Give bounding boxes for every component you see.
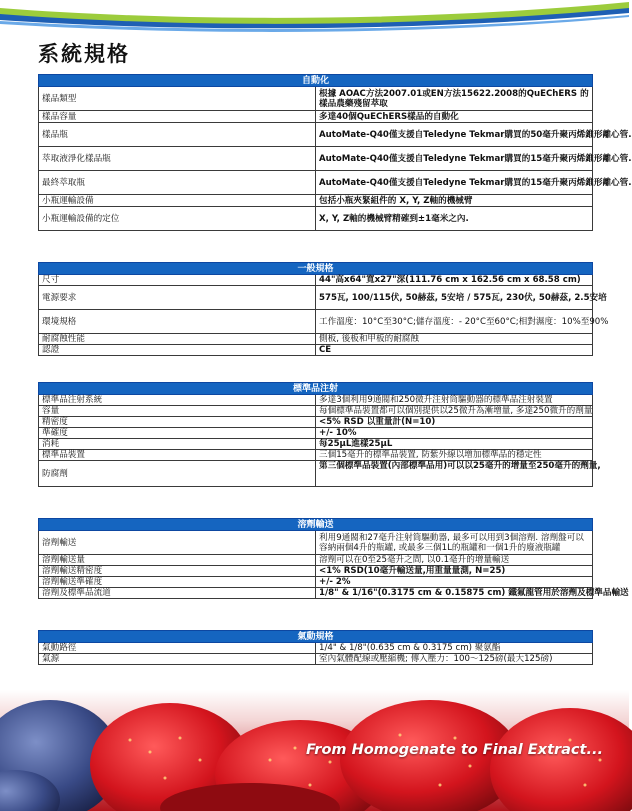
row-value: 多達40個QuEChERS樣品的自動化 (316, 111, 593, 123)
row-value: 1/4" & 1/8"(0.635 cm & 0.3175 cm) 聚氨酯 (316, 643, 593, 654)
row-value: <1% RSD(10毫升輸送量,用重量量測, N=25) (316, 566, 593, 577)
section-header: 一般規格 (39, 263, 593, 275)
row-value: AutoMate-Q40僅支援自Teledyne Tekmar購買的50毫升聚丙烯錐形離心管. (316, 123, 593, 147)
row-value: AutoMate-Q40僅支援自Teledyne Tekmar購買的15毫升聚丙烯錐形離心管. (316, 147, 593, 171)
table-row (39, 417, 593, 428)
table-row (39, 566, 593, 577)
row-label: 認證 (39, 345, 316, 356)
solvent-delivery-table (38, 518, 629, 599)
row-label: 氣動路徑 (39, 643, 316, 654)
page-title: 系統規格 (38, 42, 130, 66)
table-row (39, 588, 593, 599)
row-label: 防腐劑 (39, 461, 316, 487)
row-value: 根據 AOAC方法2007.01或EN方法15622.2008的QuEChERS 的樣品農藥殘留萃取 (316, 87, 593, 111)
pneumatics-table (38, 630, 593, 665)
row-label: 小瓶運輸設備的定位 (39, 207, 316, 231)
table-row (39, 195, 593, 207)
row-label: 樣品瓶 (39, 123, 316, 147)
table-row (39, 461, 593, 487)
row-label: 溶劑及標準品流道 (39, 588, 316, 599)
row-label: 溶劑輸送 (39, 531, 316, 555)
row-value: 每25μL進樣25μL (316, 439, 593, 450)
row-value: 44"高x64"寬x27"深(111.76 cm x 162.56 cm x 68.58 cm) (316, 275, 593, 286)
row-label: 環境規格 (39, 310, 316, 334)
table-row (39, 87, 593, 111)
table-row (39, 450, 593, 461)
row-value: 室內氣體配線或壓縮機; 傳入壓力：100～125磅(最大125磅) (316, 654, 593, 665)
table-row (39, 395, 593, 406)
table-row (39, 147, 593, 171)
standard-injection-table (38, 382, 601, 487)
row-label: 精密度 (39, 417, 316, 428)
section-header: 自動化 (39, 75, 593, 87)
row-value: <5% RSD 以重量計(N=10) (316, 417, 593, 428)
row-value: +/- 10% (316, 428, 593, 439)
row-label: 容量 (39, 406, 316, 417)
row-label: 標準品注射系統 (39, 395, 316, 406)
section-header: 氣動規格 (39, 631, 593, 643)
row-label: 樣品類型 (39, 87, 316, 111)
row-value: AutoMate-Q40僅支援自Teledyne Tekmar購買的15毫升聚丙烯錐形離心管. (316, 171, 593, 195)
row-label: 最終萃取瓶 (39, 171, 316, 195)
row-value: 第三個標準品裝置(內部標準品用)可以以25毫升的增量至250毫升的劑量, (316, 461, 593, 487)
table-row (39, 577, 593, 588)
table-row (39, 345, 593, 356)
row-label: 消耗 (39, 439, 316, 450)
table-row (39, 123, 593, 147)
table-row (39, 207, 593, 231)
row-label: 溶劑輸送量 (39, 555, 316, 566)
row-value: 工作溫度：10°C至30°C;儲存溫度：- 20°C至60°C;相對濕度：10%至90% (316, 310, 593, 334)
row-value: X, Y, Z軸的機械臂精確到±1毫米之內. (316, 207, 593, 231)
table-row (39, 111, 593, 123)
row-label: 耐腐蝕性能 (39, 334, 316, 345)
row-value: 溶劑可以在0至25毫升之間, 以0.1毫升的增量輸送 (316, 555, 593, 566)
row-label: 尺寸 (39, 275, 316, 286)
row-label: 樣品容量 (39, 111, 316, 123)
row-label: 溶劑輸送精密度 (39, 566, 316, 577)
row-value: 575瓦, 100/115伏, 50赫茲, 5安培 / 575瓦, 230伏, 50赫茲, 2.5安培 (316, 286, 593, 310)
row-label: 小瓶運輸設備 (39, 195, 316, 207)
table-row (39, 428, 593, 439)
row-label: 氣源 (39, 654, 316, 665)
footer-tagline: From Homogenate to Final Extract... (305, 742, 603, 758)
general-table (38, 262, 609, 356)
row-value: 每個標準品裝置都可以個別提供以25微升為漸增量, 多達250微升的劑量 (316, 406, 593, 417)
row-value: 側板, 後板和甲板的耐腐蝕 (316, 334, 593, 345)
table-row (39, 171, 593, 195)
row-label: 萃取液淨化樣品瓶 (39, 147, 316, 171)
row-value: 包括小瓶夾緊組件的 X, Y, Z軸的機械臂 (316, 195, 593, 207)
table-row (39, 531, 593, 555)
table-row (39, 643, 593, 654)
table-row (39, 334, 593, 345)
row-label: 電源要求 (39, 286, 316, 310)
row-value: 1/8" & 1/16"(0.3175 cm & 0.15875 cm) 鐵氟龍管用於溶劑及標準品輸送 (316, 588, 593, 599)
table-row (39, 275, 593, 286)
table-row (39, 654, 593, 665)
table-row (39, 555, 593, 566)
row-value: CE (316, 345, 593, 356)
row-value: 三個15毫升的標準品裝置, 防紫外線以增加標準品的穩定性 (316, 450, 593, 461)
table-row (39, 310, 593, 334)
row-value: +/- 2% (316, 577, 593, 588)
row-value: 利用9通閥和27毫升注射筒驅動器, 最多可以用到3個溶劑. 溶劑盤可以容納兩個4升的瓶罐, 或最多三個1L的瓶罐和一個1升的廢液瓶罐 (316, 531, 593, 555)
table-row (39, 286, 593, 310)
section-header: 標準品注射 (39, 383, 593, 395)
table-row (39, 406, 593, 417)
table-row (39, 439, 593, 450)
row-label: 標準品裝置 (39, 450, 316, 461)
section-header: 溶劑輸送 (39, 519, 593, 531)
header-swoosh (0, 0, 629, 40)
row-label: 溶劑輸送準確度 (39, 577, 316, 588)
row-label: 準確度 (39, 428, 316, 439)
row-value: 多達3個利用9通閥和250微升注射筒驅動器的標準品注射裝置 (316, 395, 593, 406)
automation-table (38, 74, 632, 231)
